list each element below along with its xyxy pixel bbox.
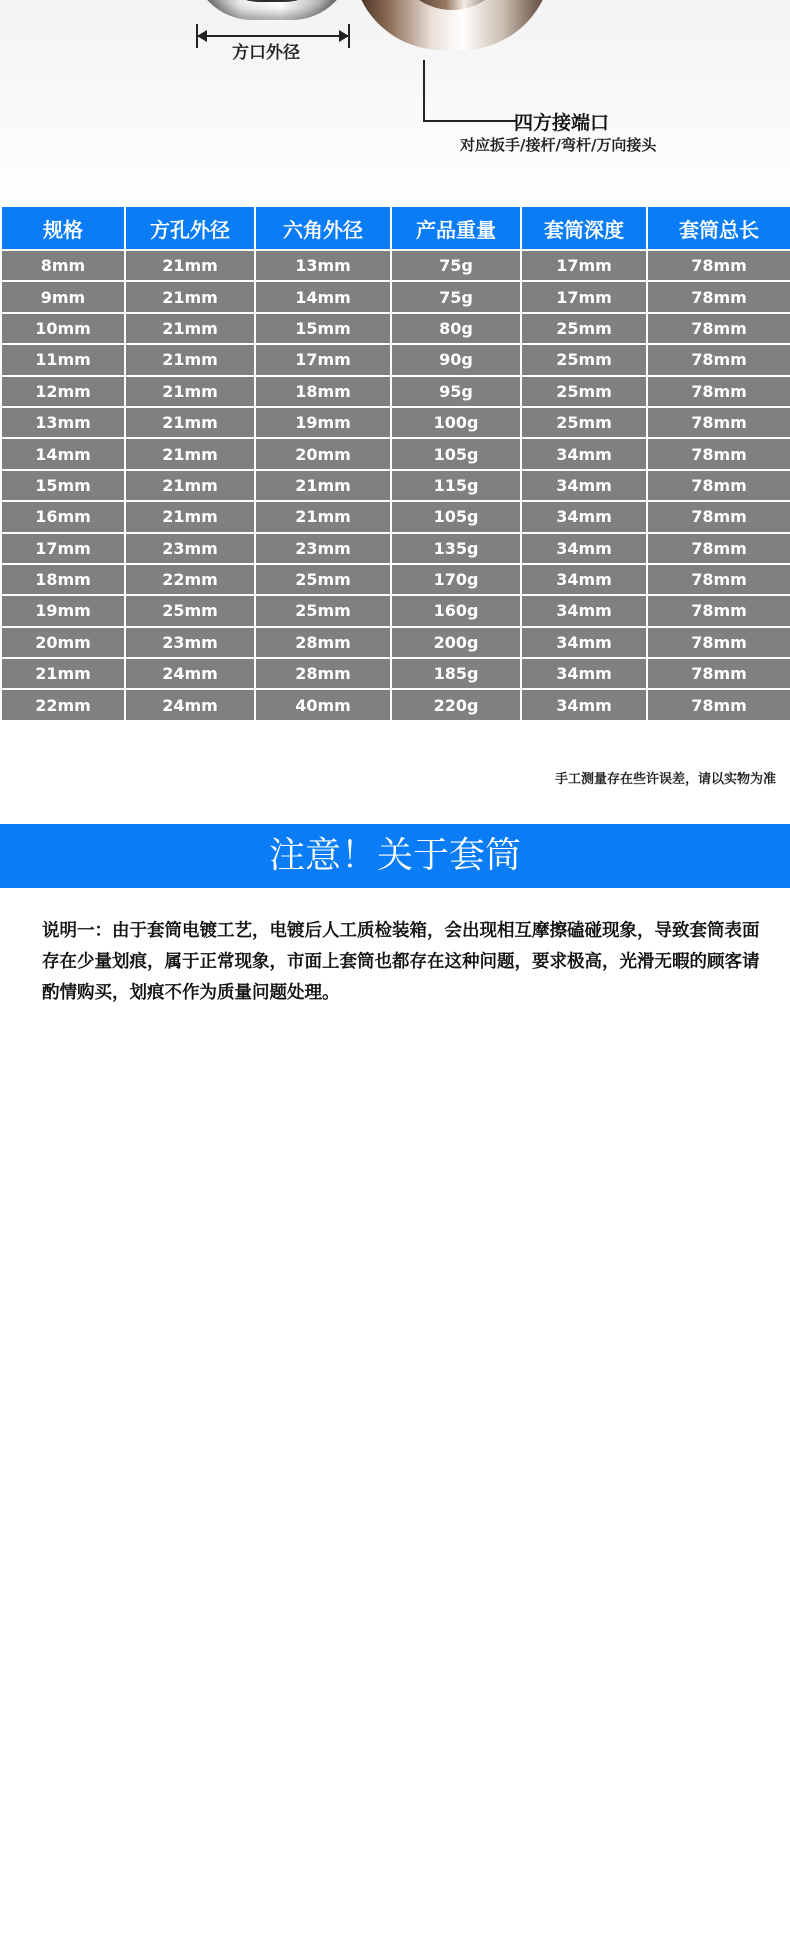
table-row bbox=[1, 658, 790, 689]
cell-depth: 34mm bbox=[521, 658, 647, 689]
cell-size: 17mm bbox=[1, 533, 125, 564]
cell-depth: 34mm bbox=[521, 533, 647, 564]
cell-size: 22mm bbox=[1, 689, 125, 720]
cell-weight: 185g bbox=[391, 658, 521, 689]
table-row bbox=[1, 438, 790, 469]
header-hex-outer: 六角外径 bbox=[255, 206, 391, 250]
cell-hex-outer: 17mm bbox=[255, 344, 391, 375]
cell-depth: 34mm bbox=[521, 627, 647, 658]
cell-hex-outer: 28mm bbox=[255, 627, 391, 658]
cell-hex-outer: 18mm bbox=[255, 376, 391, 407]
table-row bbox=[1, 689, 790, 720]
cell-depth: 25mm bbox=[521, 376, 647, 407]
arrow-right-icon bbox=[339, 30, 349, 42]
cell-weight: 135g bbox=[391, 533, 521, 564]
cell-size: 9mm bbox=[1, 281, 125, 312]
cell-length: 78mm bbox=[647, 658, 790, 689]
table-row bbox=[1, 407, 790, 438]
cell-size: 12mm bbox=[1, 376, 125, 407]
cell-size: 16mm bbox=[1, 501, 125, 532]
cell-weight: 115g bbox=[391, 470, 521, 501]
table-row bbox=[1, 344, 790, 375]
cell-length: 78mm bbox=[647, 313, 790, 344]
table-row bbox=[1, 595, 790, 626]
cell-depth: 34mm bbox=[521, 595, 647, 626]
header-size: 规格 bbox=[1, 206, 125, 250]
cell-size: 14mm bbox=[1, 438, 125, 469]
table-row bbox=[1, 281, 790, 312]
cell-square-outer: 23mm bbox=[125, 533, 255, 564]
header-square-outer: 方孔外径 bbox=[125, 206, 255, 250]
dimension-line bbox=[196, 35, 350, 37]
cell-hex-outer: 25mm bbox=[255, 595, 391, 626]
cell-length: 78mm bbox=[647, 281, 790, 312]
cell-length: 78mm bbox=[647, 344, 790, 375]
leader-line-horizontal bbox=[423, 120, 516, 122]
measure-note: 手工测量存在些许误差，请以实物为准 bbox=[554, 772, 776, 787]
table-row bbox=[1, 376, 790, 407]
cell-length: 78mm bbox=[647, 470, 790, 501]
product-photo bbox=[0, 0, 790, 205]
cell-square-outer: 24mm bbox=[125, 689, 255, 720]
table-header-row bbox=[1, 206, 790, 250]
cell-weight: 90g bbox=[391, 344, 521, 375]
cell-square-outer: 21mm bbox=[125, 470, 255, 501]
spec-table-body bbox=[1, 250, 790, 721]
header-weight: 产品重量 bbox=[391, 206, 521, 250]
cell-weight: 170g bbox=[391, 564, 521, 595]
notice-text: 说明一：由于套筒电镀工艺，电镀后人工质检装箱，会出现相互摩擦磕碰现象，导致套筒表面存在少量划痕，属于正常现象，市面上套筒也都存在这种问题，要求极高，光滑无暇的顾客请酌情购买，划痕不作为质量问题处理。 bbox=[42, 921, 760, 1003]
socket-image-left bbox=[192, 0, 352, 20]
cell-weight: 80g bbox=[391, 313, 521, 344]
cell-size: 15mm bbox=[1, 470, 125, 501]
square-drive-label: 四方接端口 bbox=[514, 112, 610, 134]
cell-size: 8mm bbox=[1, 250, 125, 281]
cell-square-outer: 23mm bbox=[125, 627, 255, 658]
cell-weight: 160g bbox=[391, 595, 521, 626]
cell-length: 78mm bbox=[647, 627, 790, 658]
cell-length: 78mm bbox=[647, 376, 790, 407]
table-row bbox=[1, 250, 790, 281]
cell-hex-outer: 13mm bbox=[255, 250, 391, 281]
cell-size: 10mm bbox=[1, 313, 125, 344]
cell-square-outer: 21mm bbox=[125, 438, 255, 469]
notice-banner: 注意！关于套筒 bbox=[0, 824, 790, 888]
outer-diameter-label: 方口外径 bbox=[232, 43, 300, 63]
cell-size: 11mm bbox=[1, 344, 125, 375]
cell-square-outer: 21mm bbox=[125, 376, 255, 407]
cell-length: 78mm bbox=[647, 689, 790, 720]
cell-depth: 34mm bbox=[521, 564, 647, 595]
cell-length: 78mm bbox=[647, 501, 790, 532]
cell-hex-outer: 21mm bbox=[255, 470, 391, 501]
cell-square-outer: 25mm bbox=[125, 595, 255, 626]
cell-square-outer: 21mm bbox=[125, 501, 255, 532]
cell-length: 78mm bbox=[647, 564, 790, 595]
table-row bbox=[1, 313, 790, 344]
cell-square-outer: 21mm bbox=[125, 281, 255, 312]
header-length: 套筒总长 bbox=[647, 206, 790, 250]
cell-depth: 34mm bbox=[521, 501, 647, 532]
cell-square-outer: 24mm bbox=[125, 658, 255, 689]
cell-square-outer: 21mm bbox=[125, 250, 255, 281]
leader-line-vertical bbox=[423, 60, 425, 122]
square-drive-sublabel: 对应扳手/接杆/弯杆/万向接头 bbox=[460, 136, 657, 154]
arrow-left-icon bbox=[197, 30, 207, 42]
cell-weight: 220g bbox=[391, 689, 521, 720]
cell-depth: 25mm bbox=[521, 313, 647, 344]
table-row bbox=[1, 470, 790, 501]
cell-hex-outer: 15mm bbox=[255, 313, 391, 344]
cell-depth: 25mm bbox=[521, 407, 647, 438]
cell-hex-outer: 28mm bbox=[255, 658, 391, 689]
cell-size: 21mm bbox=[1, 658, 125, 689]
cell-length: 78mm bbox=[647, 595, 790, 626]
cell-square-outer: 21mm bbox=[125, 344, 255, 375]
cell-size: 13mm bbox=[1, 407, 125, 438]
cell-hex-outer: 14mm bbox=[255, 281, 391, 312]
cell-depth: 17mm bbox=[521, 250, 647, 281]
cell-weight: 100g bbox=[391, 407, 521, 438]
table-row bbox=[1, 627, 790, 658]
cell-square-outer: 21mm bbox=[125, 313, 255, 344]
cell-hex-outer: 20mm bbox=[255, 438, 391, 469]
cell-weight: 200g bbox=[391, 627, 521, 658]
cell-hex-outer: 40mm bbox=[255, 689, 391, 720]
cell-depth: 34mm bbox=[521, 438, 647, 469]
cell-depth: 34mm bbox=[521, 689, 647, 720]
cell-depth: 34mm bbox=[521, 470, 647, 501]
cell-hex-outer: 25mm bbox=[255, 564, 391, 595]
cell-weight: 105g bbox=[391, 501, 521, 532]
cell-length: 78mm bbox=[647, 407, 790, 438]
cell-length: 78mm bbox=[647, 250, 790, 281]
cell-length: 78mm bbox=[647, 438, 790, 469]
spec-table bbox=[0, 205, 790, 722]
cell-square-outer: 22mm bbox=[125, 564, 255, 595]
table-row bbox=[1, 564, 790, 595]
cell-depth: 25mm bbox=[521, 344, 647, 375]
cell-size: 18mm bbox=[1, 564, 125, 595]
cell-size: 19mm bbox=[1, 595, 125, 626]
table-row bbox=[1, 533, 790, 564]
cell-length: 78mm bbox=[647, 533, 790, 564]
cell-weight: 75g bbox=[391, 281, 521, 312]
cell-weight: 75g bbox=[391, 250, 521, 281]
cell-weight: 95g bbox=[391, 376, 521, 407]
cell-hex-outer: 19mm bbox=[255, 407, 391, 438]
cell-depth: 17mm bbox=[521, 281, 647, 312]
cell-square-outer: 21mm bbox=[125, 407, 255, 438]
socket-image-right bbox=[352, 0, 552, 50]
cell-hex-outer: 23mm bbox=[255, 533, 391, 564]
cell-hex-outer: 21mm bbox=[255, 501, 391, 532]
header-depth: 套筒深度 bbox=[521, 206, 647, 250]
table-row bbox=[1, 501, 790, 532]
cell-weight: 105g bbox=[391, 438, 521, 469]
cell-size: 20mm bbox=[1, 627, 125, 658]
